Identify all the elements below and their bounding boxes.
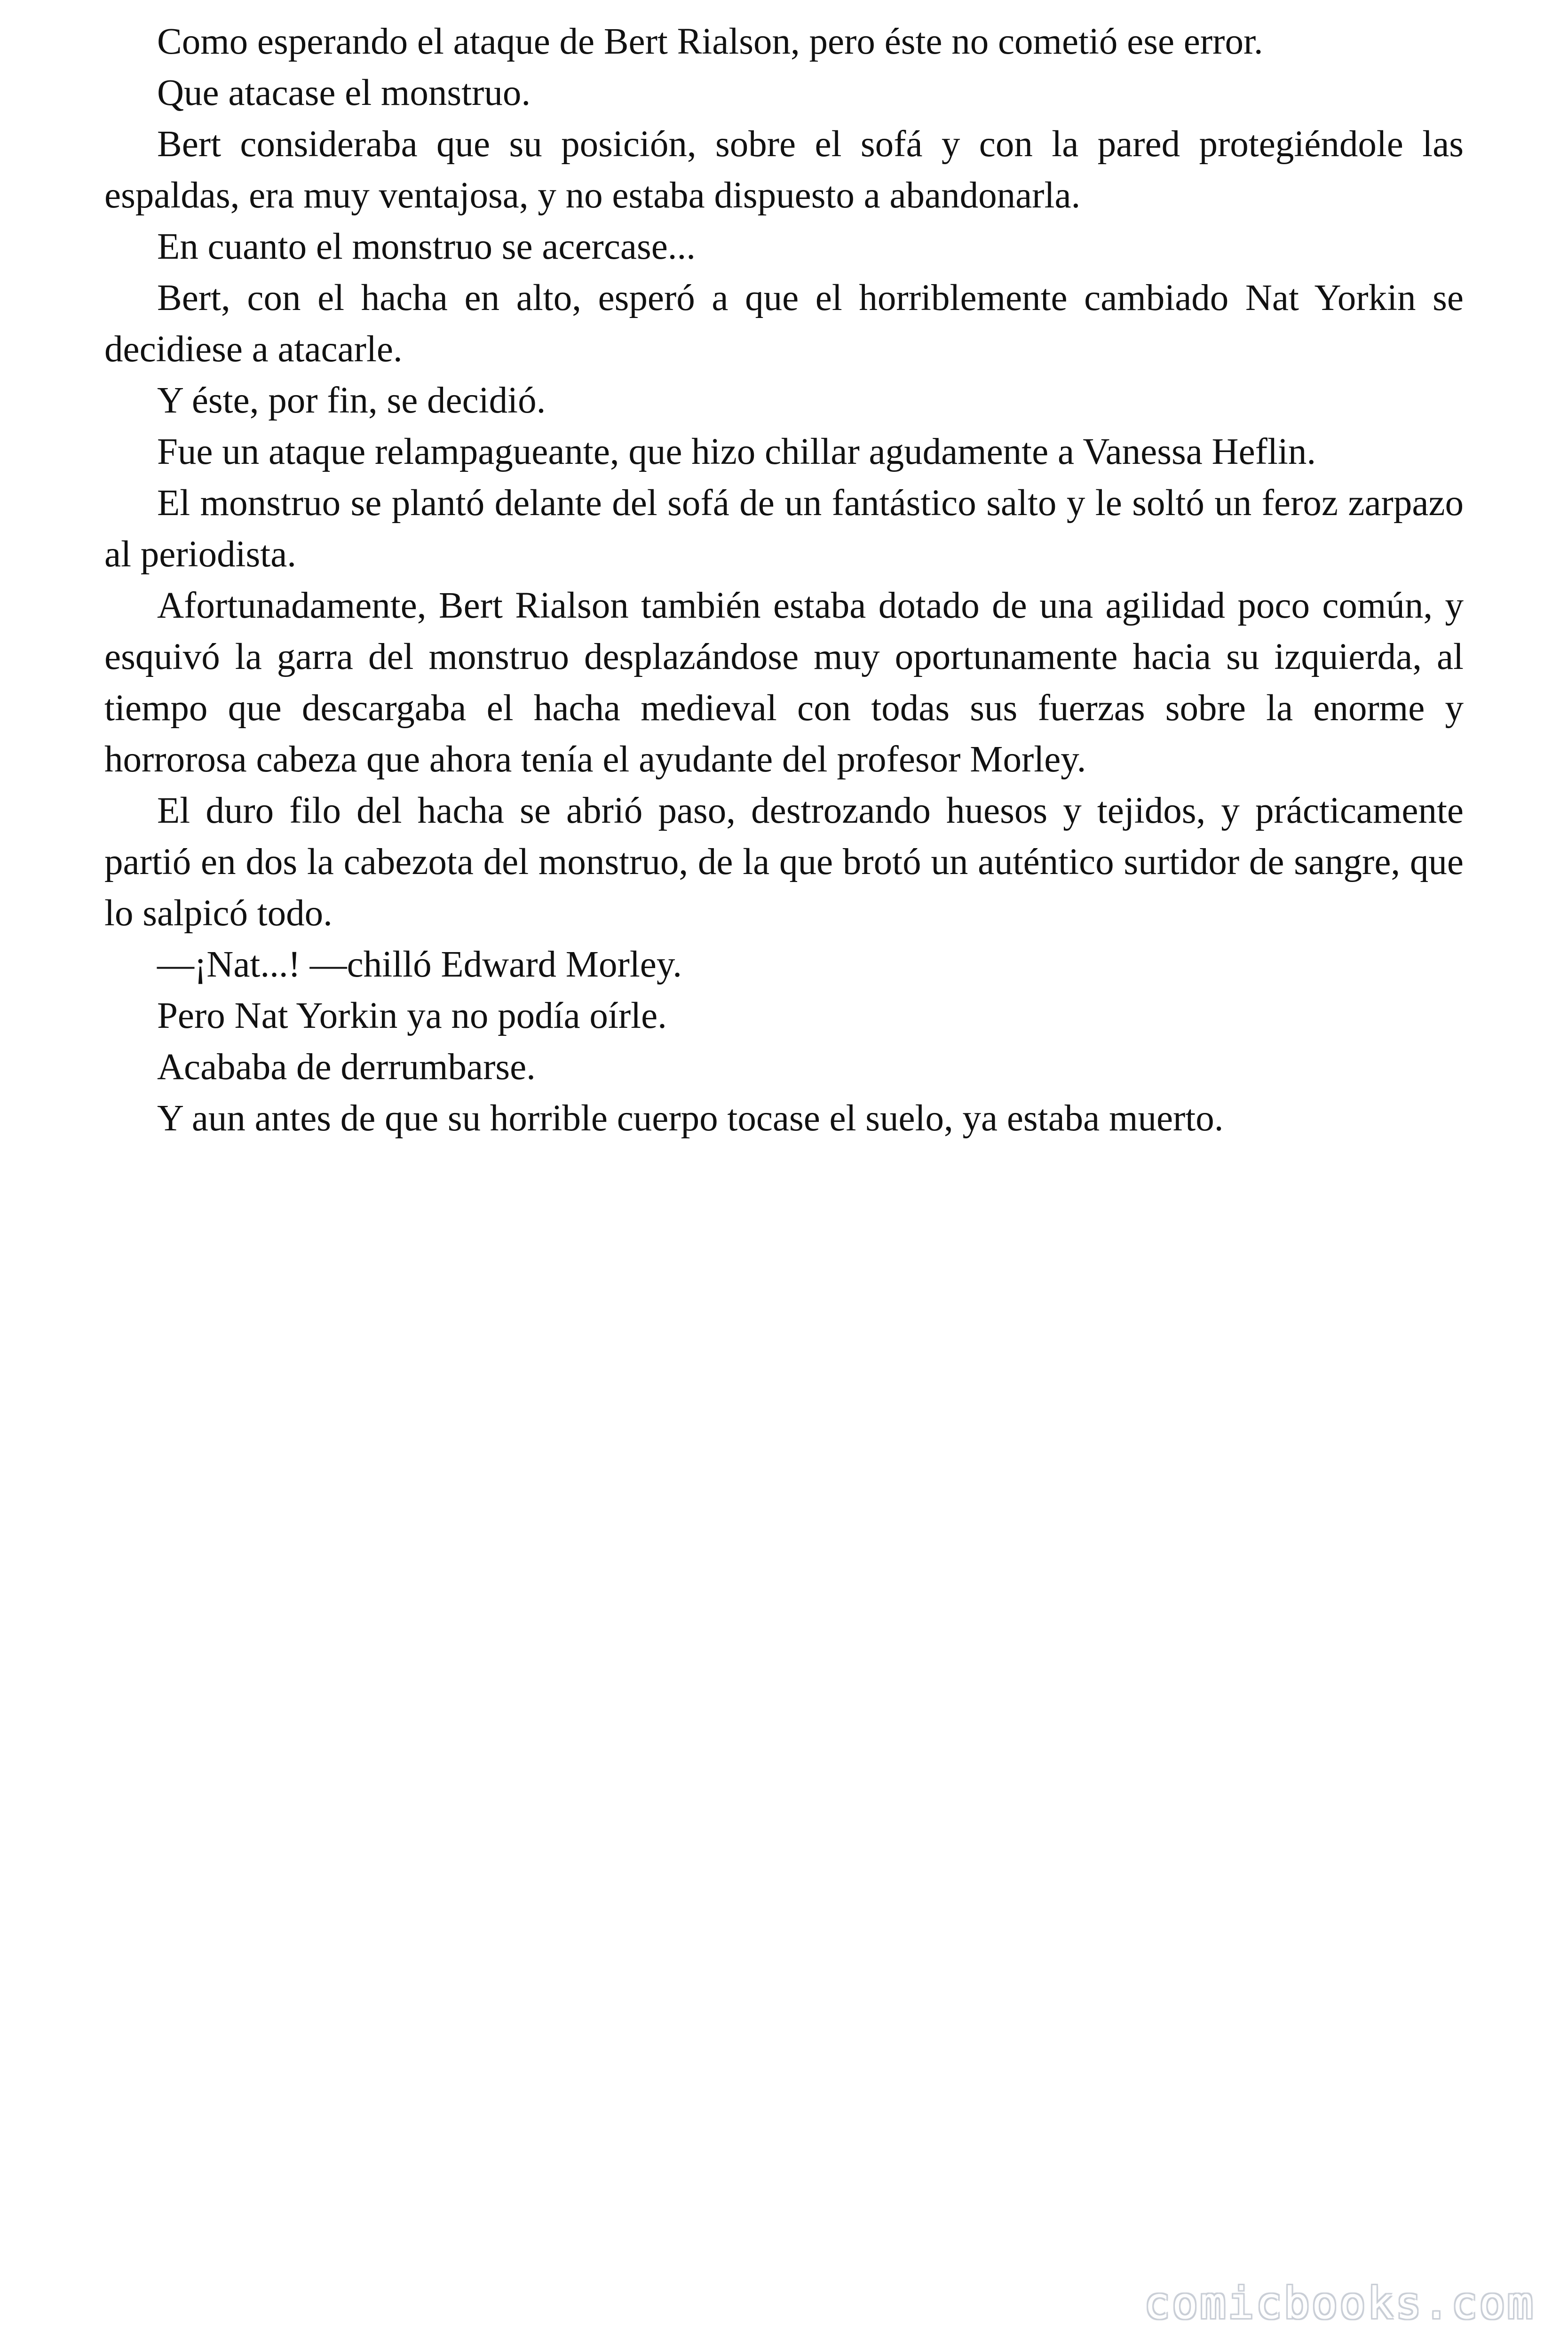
paragraph-6: Y éste, por fin, se decidió.: [157, 380, 546, 421]
paragraph-9: Afortunadamente, Bert Rialson también estaba dotado de una agilidad poco común, y esquivó la garra del monstruo desplazándose muy oportunamente hacia su izquierda, al tiempo que descargaba el hacha medieval con todas sus fuerzas sobre la enorme y horrorosa cabeza que ahora tenía el ayudante del profesor Morley.: [104, 585, 1464, 780]
paragraph-12: Pero Nat Yorkin ya no podía oírle.: [157, 995, 667, 1036]
paragraph-11: —¡Nat...! —chilló Edward Morley.: [157, 944, 682, 985]
document-body: [104, 16, 1464, 1144]
paragraph-13: Acababa de derrumbarse.: [157, 1047, 536, 1088]
paragraph-14: Y aun antes de que su horrible cuerpo tocase el suelo, ya estaba muerto.: [157, 1098, 1224, 1139]
paragraph-7: Fue un ataque relampagueante, que hizo chillar agudamente a Vanessa Heflin.: [157, 431, 1316, 472]
watermark-logo: comicbooks.com: [1144, 2278, 1535, 2328]
paragraph-5: Bert, con el hacha en alto, esperó a que el horriblemente cambiado Nat Yorkin se decidiese a atacarle.: [104, 278, 1464, 370]
paragraph-4: En cuanto el monstruo se acercase...: [157, 226, 696, 267]
paragraph-3: Bert consideraba que su posición, sobre el sofá y con la pared protegiéndole las espaldas, era muy ventajosa, y no estaba dispuesto a abandonarla.: [104, 124, 1464, 216]
paragraph-8: El monstruo se plantó delante del sofá de un fantástico salto y le soltó un feroz zarpazo al periodista.: [104, 483, 1464, 575]
paragraph-10: El duro filo del hacha se abrió paso, destrozando huesos y tejidos, y prácticamente partió en dos la cabezota del monstruo, de la que brotó un auténtico surtidor de sangre, que lo salpicó todo.: [104, 790, 1464, 934]
paragraph-1: Como esperando el ataque de Bert Rialson, pero éste no cometió ese error.: [157, 21, 1263, 62]
paragraph-2: Que atacase el monstruo.: [157, 72, 531, 113]
